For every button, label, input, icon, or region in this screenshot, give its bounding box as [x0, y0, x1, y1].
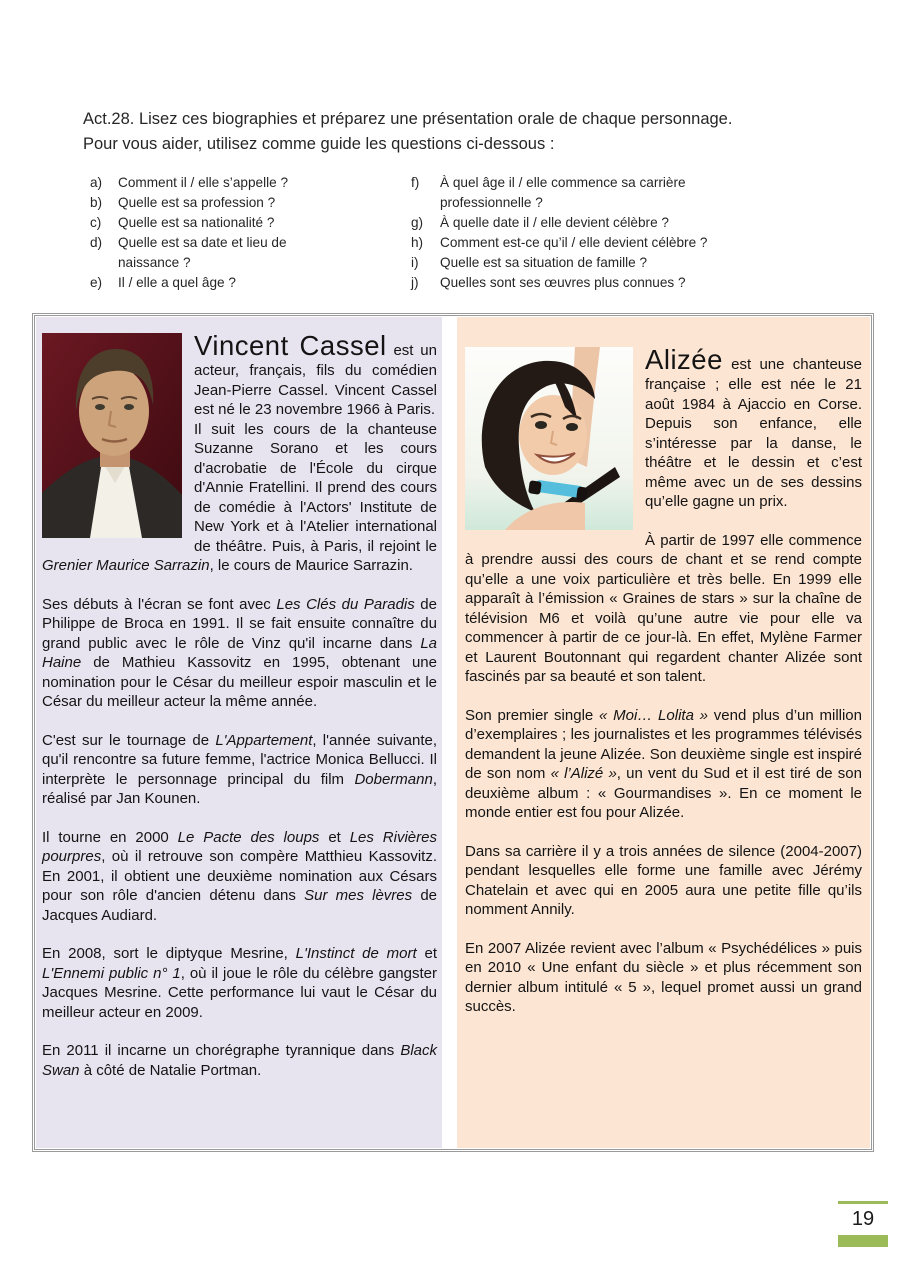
page-footer	[838, 1201, 888, 1247]
question-letter: c)	[90, 215, 102, 230]
bio-paragraph: Son premier single « Moi… Lolita » vend plus d’un million d’exemplaires ; les journalistes et les programmes télévisés demandent la jeune Alizée. Son deuxième single est inspiré de son nom « l’Alizé », un vent du Sud et il est tiré de son deuxième album : « Gourmandises ». En ce moment le monde entier est fou pour Alizée.	[465, 706, 862, 821]
question-text: À quelle date il / elle devient célèbre ?	[440, 215, 669, 230]
question-text: Quelle est sa situation de famille ?	[440, 255, 648, 270]
vincent-cassel-photo	[42, 333, 182, 538]
question-letter: e)	[90, 275, 103, 290]
question-letter: d)	[90, 235, 103, 250]
question-letter: b)	[90, 195, 103, 210]
bio-paragraph: Ses débuts à l'écran se font avec Les Clés du Paradis de Philippe de Broca en 1991. Il se fait ensuite connaître du grand public avec le rôle de Vinz qu'il incarne dans La Haine de Mathieu Kassovitz en 1995, obtenant une nomination pour le César du meilleur espoir masculin et le César du meilleur acteur la même année.	[42, 595, 437, 710]
alizee-bio-column	[457, 317, 870, 1148]
question-item-i	[411, 253, 733, 273]
instruction-line-1: Act.28. Lisez ces biographies et préparez une présentation orale de chaque personnage.	[83, 110, 733, 128]
question-item-c	[90, 213, 322, 233]
question-text: Comment est-ce qu’il / elle devient célèbre ?	[440, 235, 708, 250]
bio-paragraph: Alizée est une chanteuse française ; elle est née le 21 août 1984 à Ajaccio en Corse. Depuis son enfance, elle s’intéresse par la danse, le théâtre et le dessin et c’est même avec un de ses dessins qu’elle gagne un prix.	[645, 344, 862, 510]
question-text: Quelles sont ses œuvres plus connues ?	[440, 275, 686, 290]
question-item-g	[411, 213, 733, 233]
bio-paragraph: À partir de 1997 elle commence à prendre aussi des cours de chant et se rend compte qu’elle a une voix particulière et très belle. En 1999 elle apparaît à l’émission « Graines de stars » sur la chaîne de télévision M6 et voilà qu’une autre vie pour elle va commencer à partir de ce jour-là. En effet, Mylène Farmer et Laurent Boutonnant qui regardent chanter Alizée sont fascinés par sa beauté et son talent.	[465, 531, 862, 685]
bio-paragraph: En 2008, sort le diptyque Mesrine, L'Instinct de mort et L'Ennemi public n° 1, où il joue le rôle du célèbre gangster Jacques Mesrine. Cette performance lui vaut le César du meilleur acteur en 2009.	[42, 945, 437, 1021]
questions-list-right	[411, 173, 733, 293]
question-item-j	[411, 273, 733, 293]
instruction-line-2: Pour vous aider, utilisez comme guide les questions ci-dessous :	[83, 135, 555, 153]
question-text: Quelle est sa profession ?	[118, 195, 276, 210]
alizee-photo	[465, 347, 633, 530]
question-text: Quelle est sa date et lieu de naissance ?	[118, 235, 287, 270]
bio-paragraph: En 2011 il incarne un chorégraphe tyrannique dans Black Swan à côté de Natalie Portman.	[42, 1042, 437, 1079]
page-number: 19	[851, 1208, 875, 1230]
bio-paragraph: Vincent Cassel est un acteur, français, fils du comédien Jean-Pierre Cassel. Vincent Cassel est né le 23 novembre 1966 à Paris.	[194, 330, 437, 418]
biographies-panel	[32, 313, 874, 1152]
questions-list-left	[90, 173, 322, 293]
bio-paragraph: C'est sur le tournage de L'Appartement, l'année suivante, qu'il rencontre sa future femme, l'actrice Monica Bellucci. Il interprète le personnage principal du film Dobermann, réalisé par Jan Kounen.	[42, 731, 437, 807]
activity-instructions	[83, 107, 853, 157]
question-text: Il / elle a quel âge ?	[118, 275, 236, 290]
question-text: Quelle est sa nationalité ?	[118, 215, 275, 230]
question-letter: g)	[411, 215, 424, 230]
question-letter: a)	[90, 175, 103, 190]
bio-paragraph: Dans sa carrière il y a trois années de silence (2004-2007) pendant lesquelles elle forme une famille avec Jérémy Chatelain et avec qui en 2005 aura une petite fille qu’ils nomment Annily.	[465, 842, 862, 918]
question-item-d	[90, 233, 322, 273]
question-item-e	[90, 273, 322, 293]
bio-name-title: Alizée	[645, 344, 723, 375]
question-item-h	[411, 233, 733, 253]
bio-paragraph: En 2007 Alizée revient avec l’album « Psychédélices » puis en 2010 « Une enfant du siècle » et plus récemment son dernier album intitulé « 5 », lequel promet aussi un grand succès.	[465, 939, 862, 1015]
footer-rule-bottom	[838, 1235, 888, 1247]
question-item-a	[90, 173, 322, 193]
question-letter: i)	[411, 255, 419, 270]
question-letter: h)	[411, 235, 424, 250]
question-text: À quel âge il / elle commence sa carrière professionnelle ?	[440, 175, 686, 210]
question-text: Comment il / elle s’appelle ?	[118, 175, 289, 190]
bio-paragraph: Il tourne en 2000 Le Pacte des loups et Les Rivières pourpres, où il retrouve son compère Matthieu Kassovitz. En 2001, il obtient une deuxième nomination aux Césars pour son rôle d'ancien détenu dans Sur mes lèvres de Jacques Audiard.	[42, 828, 437, 924]
question-item-b	[90, 193, 322, 213]
question-letter: f)	[411, 175, 420, 190]
bio-name-title: Vincent Cassel	[194, 330, 387, 361]
question-item-f	[411, 173, 733, 213]
question-letter: j)	[411, 275, 419, 290]
vincent-cassel-bio-column	[36, 317, 442, 1148]
bio-paragraph: Il suit les cours de la chanteuse Suzanne Sorano et les cours d'acrobatie de l'École du cirque d'Annie Fratellini. Il prend des cours de comédie à l'Actors' Institute de New York et à l'Atelier international de théâtre. Puis, à Paris, il rejoint le Grenier Maurice Sarrazin, le cours de Maurice Sarrazin.	[42, 420, 437, 574]
footer-rule-top	[838, 1201, 888, 1204]
